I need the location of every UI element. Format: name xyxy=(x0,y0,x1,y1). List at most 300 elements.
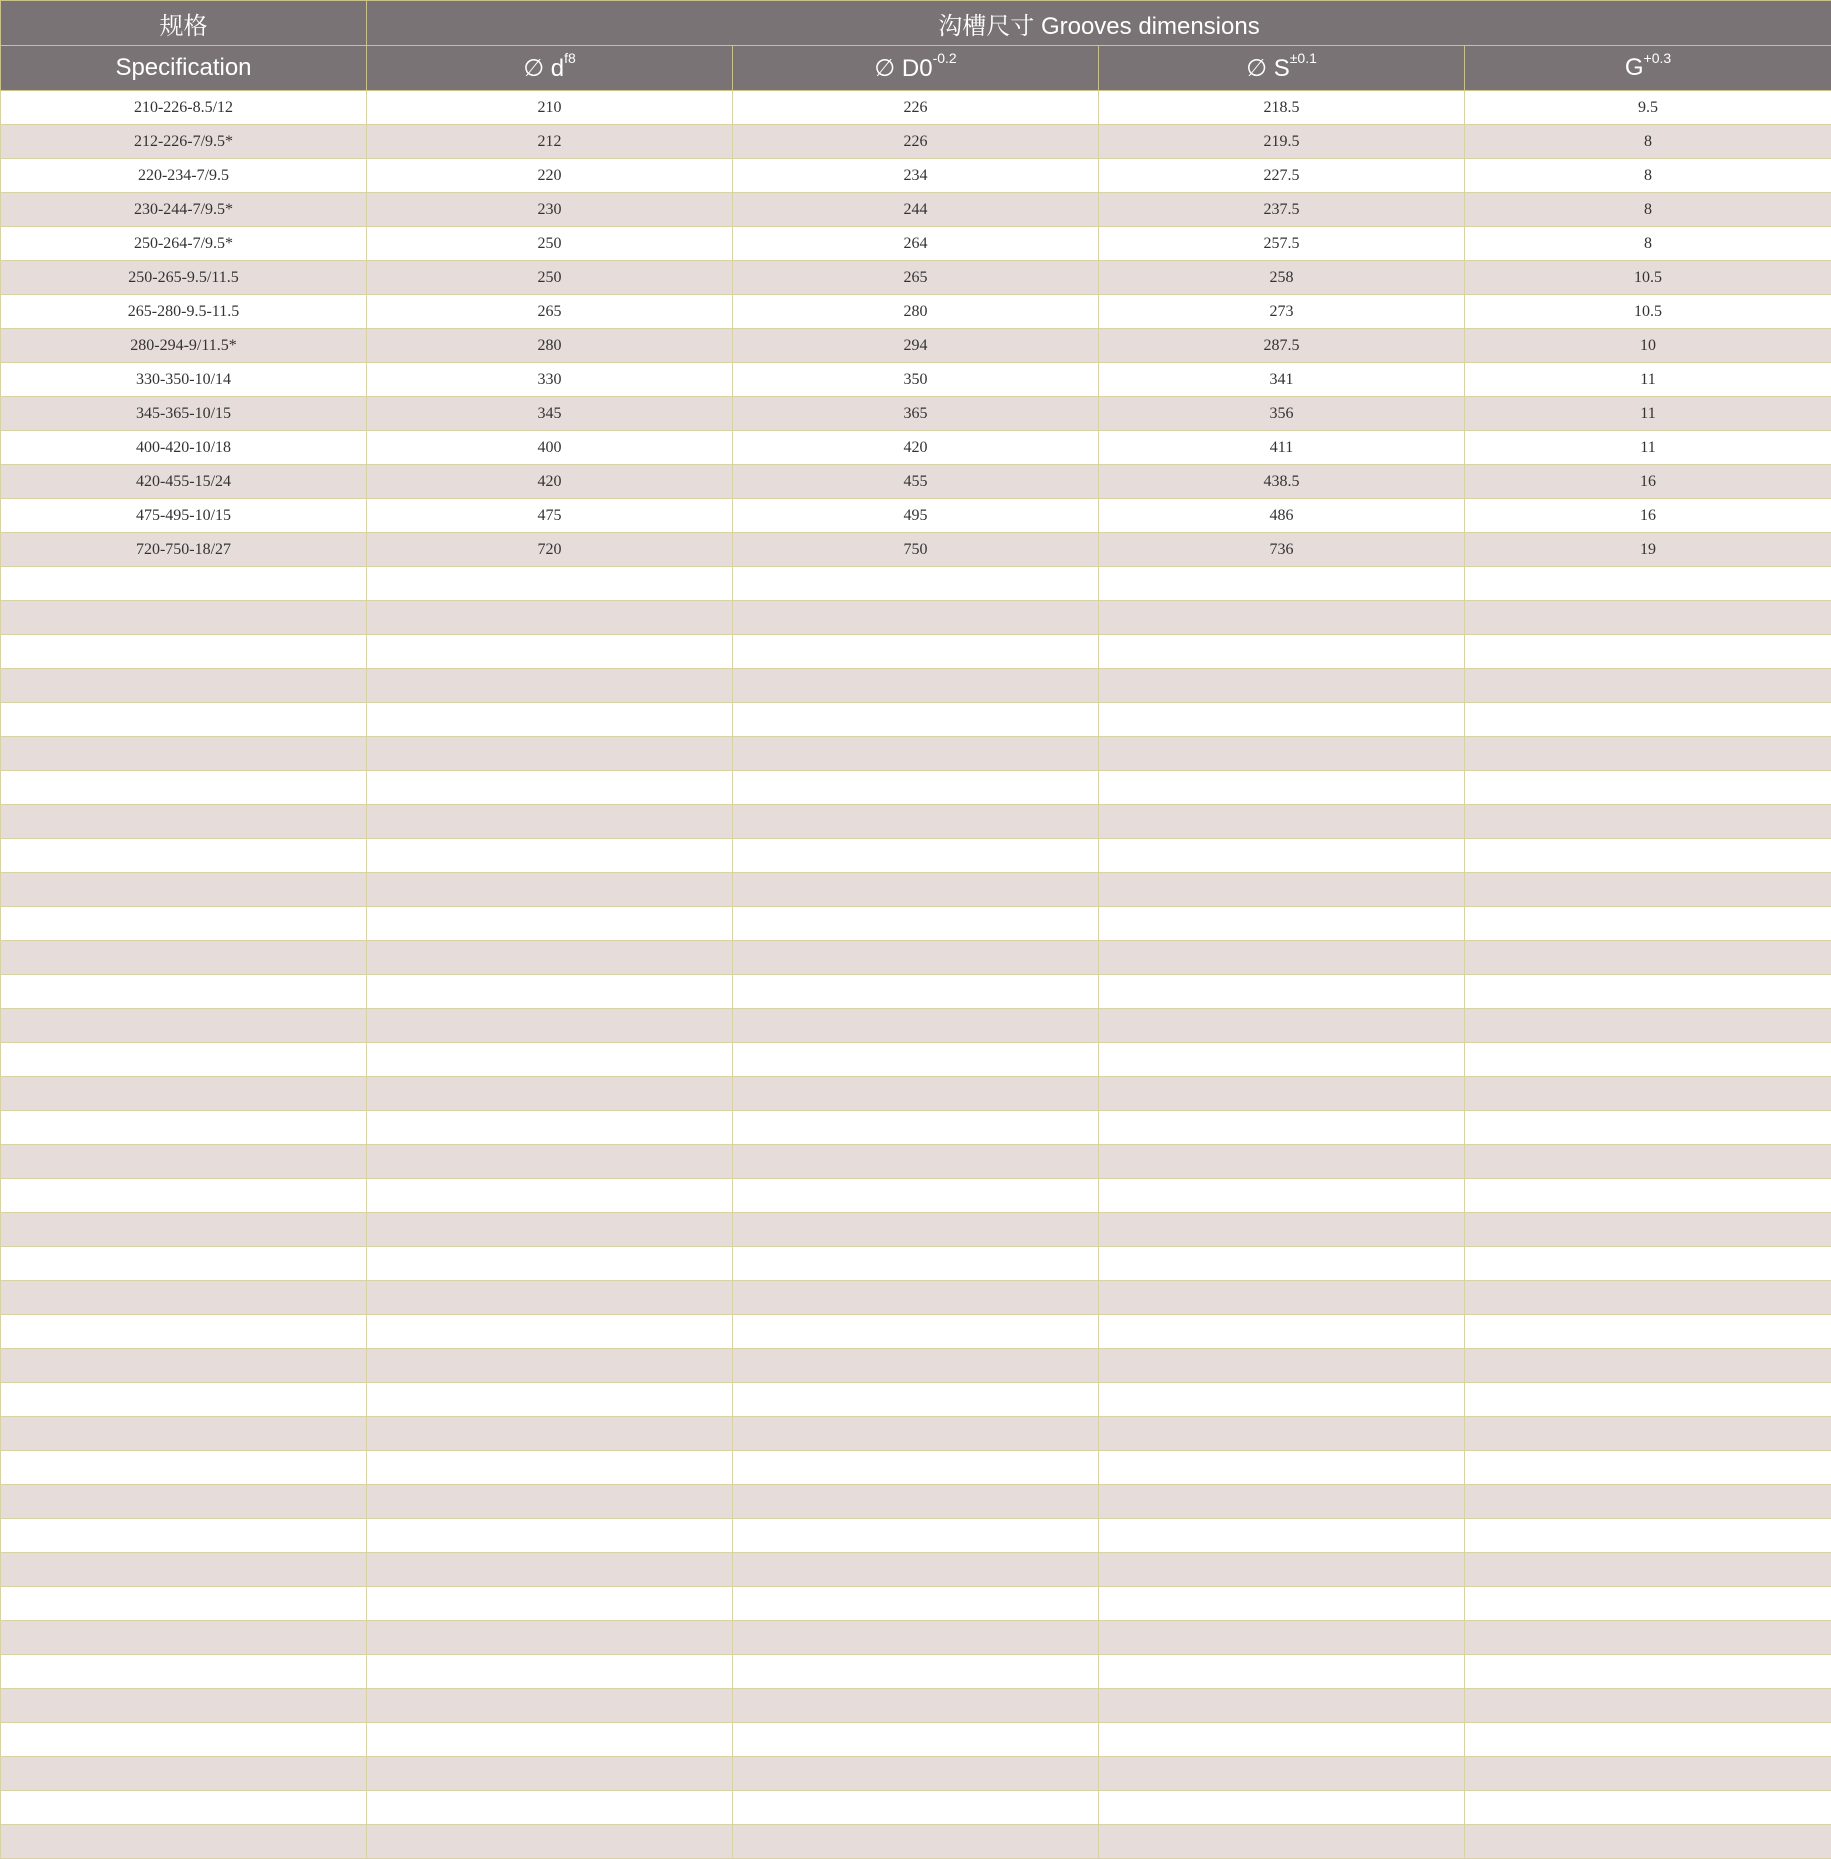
table-row xyxy=(1,431,1831,465)
cell-g: 11 xyxy=(1465,363,1831,397)
cell-specification xyxy=(1,873,367,907)
cell-g xyxy=(1465,1043,1831,1077)
cell-g: 8 xyxy=(1465,193,1831,227)
cell-d xyxy=(367,601,733,635)
cell-d0 xyxy=(733,941,1099,975)
cell-specification xyxy=(1,1485,367,1519)
cell-d0: 365 xyxy=(733,397,1099,431)
cell-specification: 220-234-7/9.5 xyxy=(1,159,367,193)
cell-d0: 455 xyxy=(733,465,1099,499)
table-body xyxy=(1,91,1831,1859)
cell-s xyxy=(1099,873,1465,907)
cell-d0 xyxy=(733,567,1099,601)
cell-g: 10 xyxy=(1465,329,1831,363)
cell-specification: 212-226-7/9.5* xyxy=(1,125,367,159)
cell-d xyxy=(367,1791,733,1825)
cell-d0 xyxy=(733,1791,1099,1825)
cell-g: 16 xyxy=(1465,465,1831,499)
cell-specification xyxy=(1,1757,367,1791)
cell-d0 xyxy=(733,1587,1099,1621)
cell-d xyxy=(367,1145,733,1179)
cell-s xyxy=(1099,669,1465,703)
table-row xyxy=(1,703,1831,737)
cell-d xyxy=(367,975,733,1009)
cell-g xyxy=(1465,873,1831,907)
table-row xyxy=(1,193,1831,227)
table-header xyxy=(1,1,1831,91)
cell-s: 219.5 xyxy=(1099,125,1465,159)
table-row xyxy=(1,1077,1831,1111)
table-row xyxy=(1,1145,1831,1179)
cell-specification xyxy=(1,703,367,737)
cell-d0: 350 xyxy=(733,363,1099,397)
cell-d xyxy=(367,567,733,601)
cell-s xyxy=(1099,1621,1465,1655)
table-row xyxy=(1,295,1831,329)
table-row xyxy=(1,261,1831,295)
cell-g: 9.5 xyxy=(1465,91,1831,125)
cell-d0 xyxy=(733,771,1099,805)
cell-s: 237.5 xyxy=(1099,193,1465,227)
cell-d xyxy=(367,805,733,839)
cell-d: 720 xyxy=(367,533,733,567)
cell-g xyxy=(1465,669,1831,703)
cell-s xyxy=(1099,907,1465,941)
cell-g xyxy=(1465,1723,1831,1757)
table-row xyxy=(1,1587,1831,1621)
cell-d xyxy=(367,635,733,669)
cell-d0 xyxy=(733,839,1099,873)
header-spec-cn: 规格 xyxy=(1,1,367,46)
cell-s xyxy=(1099,1383,1465,1417)
cell-specification xyxy=(1,1213,367,1247)
cell-d xyxy=(367,1315,733,1349)
table-row xyxy=(1,1553,1831,1587)
cell-g xyxy=(1465,703,1831,737)
cell-d0 xyxy=(733,1553,1099,1587)
cell-d xyxy=(367,1621,733,1655)
cell-specification xyxy=(1,805,367,839)
header-specification xyxy=(1,46,367,91)
cell-g xyxy=(1465,1689,1831,1723)
table-row xyxy=(1,1655,1831,1689)
cell-g xyxy=(1465,805,1831,839)
cell-specification xyxy=(1,1553,367,1587)
cell-specification: 420-455-15/24 xyxy=(1,465,367,499)
cell-specification xyxy=(1,1587,367,1621)
cell-s: 273 xyxy=(1099,295,1465,329)
cell-g xyxy=(1465,1247,1831,1281)
cell-s xyxy=(1099,1723,1465,1757)
table-row xyxy=(1,159,1831,193)
cell-s xyxy=(1099,805,1465,839)
table-row xyxy=(1,805,1831,839)
cell-g xyxy=(1465,975,1831,1009)
cell-d0 xyxy=(733,1825,1099,1859)
cell-s: 257.5 xyxy=(1099,227,1465,261)
cell-d0 xyxy=(733,1315,1099,1349)
cell-g xyxy=(1465,1077,1831,1111)
cell-d0 xyxy=(733,1145,1099,1179)
cell-s: 356 xyxy=(1099,397,1465,431)
cell-d xyxy=(367,1213,733,1247)
table-row xyxy=(1,1247,1831,1281)
header-row-columns xyxy=(1,46,1831,91)
cell-g: 10.5 xyxy=(1465,261,1831,295)
cell-d0 xyxy=(733,975,1099,1009)
table-row xyxy=(1,465,1831,499)
cell-g xyxy=(1465,907,1831,941)
cell-s xyxy=(1099,1553,1465,1587)
cell-d: 210 xyxy=(367,91,733,125)
header-g-tolerance: +0.3 xyxy=(1644,50,1672,66)
cell-d0: 265 xyxy=(733,261,1099,295)
cell-specification xyxy=(1,1247,367,1281)
cell-d0: 495 xyxy=(733,499,1099,533)
cell-d0 xyxy=(733,1247,1099,1281)
table-row xyxy=(1,1621,1831,1655)
cell-s xyxy=(1099,1587,1465,1621)
cell-d0 xyxy=(733,737,1099,771)
cell-d0 xyxy=(733,601,1099,635)
cell-d0: 420 xyxy=(733,431,1099,465)
header-d xyxy=(367,46,733,91)
table-row xyxy=(1,1825,1831,1859)
cell-d0 xyxy=(733,1451,1099,1485)
cell-d0 xyxy=(733,703,1099,737)
cell-specification: 210-226-8.5/12 xyxy=(1,91,367,125)
cell-d xyxy=(367,1587,733,1621)
table-row xyxy=(1,1757,1831,1791)
cell-s xyxy=(1099,1757,1465,1791)
cell-s xyxy=(1099,1655,1465,1689)
header-g xyxy=(1465,46,1831,91)
cell-d0: 264 xyxy=(733,227,1099,261)
cell-specification xyxy=(1,1043,367,1077)
cell-g xyxy=(1465,1553,1831,1587)
cell-g xyxy=(1465,567,1831,601)
cell-d: 420 xyxy=(367,465,733,499)
cell-d0: 226 xyxy=(733,91,1099,125)
cell-g xyxy=(1465,1383,1831,1417)
table-row xyxy=(1,499,1831,533)
header-d0 xyxy=(733,46,1099,91)
cell-s xyxy=(1099,1315,1465,1349)
cell-specification: 280-294-9/11.5* xyxy=(1,329,367,363)
cell-d: 250 xyxy=(367,227,733,261)
cell-specification xyxy=(1,635,367,669)
cell-d0 xyxy=(733,1111,1099,1145)
cell-specification xyxy=(1,1825,367,1859)
cell-d0 xyxy=(733,1281,1099,1315)
cell-g xyxy=(1465,1179,1831,1213)
table-row xyxy=(1,1519,1831,1553)
cell-specification xyxy=(1,1723,367,1757)
cell-d: 230 xyxy=(367,193,733,227)
table-row xyxy=(1,669,1831,703)
cell-s xyxy=(1099,1145,1465,1179)
cell-specification: 250-264-7/9.5* xyxy=(1,227,367,261)
cell-d0 xyxy=(733,1383,1099,1417)
cell-d0 xyxy=(733,907,1099,941)
cell-d xyxy=(367,907,733,941)
cell-specification xyxy=(1,737,367,771)
cell-specification xyxy=(1,1451,367,1485)
header-grooves-dimensions: 沟槽尺寸 Grooves dimensions xyxy=(367,1,1831,46)
cell-specification xyxy=(1,1077,367,1111)
header-d0-label: ∅ D0 xyxy=(874,55,932,82)
cell-d0 xyxy=(733,1009,1099,1043)
cell-s: 227.5 xyxy=(1099,159,1465,193)
cell-specification xyxy=(1,1655,367,1689)
cell-d: 400 xyxy=(367,431,733,465)
cell-s xyxy=(1099,1009,1465,1043)
cell-d xyxy=(367,1485,733,1519)
header-d0-tolerance: -0.2 xyxy=(933,50,957,66)
cell-g: 10.5 xyxy=(1465,295,1831,329)
cell-specification xyxy=(1,839,367,873)
cell-specification xyxy=(1,1281,367,1315)
cell-d xyxy=(367,1009,733,1043)
cell-d xyxy=(367,1723,733,1757)
cell-g xyxy=(1465,1111,1831,1145)
table-row xyxy=(1,975,1831,1009)
cell-d0 xyxy=(733,1179,1099,1213)
cell-s xyxy=(1099,1349,1465,1383)
cell-specification: 250-265-9.5/11.5 xyxy=(1,261,367,295)
cell-specification xyxy=(1,1315,367,1349)
cell-specification: 720-750-18/27 xyxy=(1,533,367,567)
cell-d0 xyxy=(733,1621,1099,1655)
cell-g: 11 xyxy=(1465,431,1831,465)
table-row xyxy=(1,635,1831,669)
cell-s xyxy=(1099,1451,1465,1485)
cell-d: 250 xyxy=(367,261,733,295)
cell-g xyxy=(1465,1519,1831,1553)
cell-d0 xyxy=(733,1417,1099,1451)
cell-s xyxy=(1099,771,1465,805)
cell-s: 258 xyxy=(1099,261,1465,295)
cell-d xyxy=(367,1077,733,1111)
table-row xyxy=(1,1009,1831,1043)
cell-d0 xyxy=(733,1689,1099,1723)
cell-g: 8 xyxy=(1465,125,1831,159)
table-row xyxy=(1,737,1831,771)
cell-s xyxy=(1099,941,1465,975)
cell-d0 xyxy=(733,1077,1099,1111)
cell-s xyxy=(1099,703,1465,737)
cell-s: 438.5 xyxy=(1099,465,1465,499)
cell-g: 8 xyxy=(1465,227,1831,261)
header-d-label: ∅ d xyxy=(523,55,564,82)
table-row xyxy=(1,601,1831,635)
cell-specification xyxy=(1,975,367,1009)
cell-s: 736 xyxy=(1099,533,1465,567)
cell-d xyxy=(367,1417,733,1451)
cell-g: 8 xyxy=(1465,159,1831,193)
cell-g xyxy=(1465,839,1831,873)
table-row xyxy=(1,771,1831,805)
table-row xyxy=(1,907,1831,941)
cell-specification: 475-495-10/15 xyxy=(1,499,367,533)
cell-g xyxy=(1465,1791,1831,1825)
table-row xyxy=(1,873,1831,907)
cell-d xyxy=(367,1383,733,1417)
cell-specification xyxy=(1,1519,367,1553)
cell-d0 xyxy=(733,1723,1099,1757)
table-row xyxy=(1,1451,1831,1485)
cell-g xyxy=(1465,1451,1831,1485)
cell-s xyxy=(1099,1825,1465,1859)
cell-s xyxy=(1099,1281,1465,1315)
cell-d xyxy=(367,1825,733,1859)
cell-d0: 226 xyxy=(733,125,1099,159)
cell-d xyxy=(367,1247,733,1281)
cell-specification xyxy=(1,1145,367,1179)
cell-specification xyxy=(1,907,367,941)
cell-d xyxy=(367,1519,733,1553)
cell-g xyxy=(1465,1621,1831,1655)
cell-d: 280 xyxy=(367,329,733,363)
cell-d0 xyxy=(733,1043,1099,1077)
cell-d xyxy=(367,1655,733,1689)
cell-specification: 400-420-10/18 xyxy=(1,431,367,465)
cell-g xyxy=(1465,1485,1831,1519)
cell-d0 xyxy=(733,1349,1099,1383)
cell-s xyxy=(1099,737,1465,771)
table-row xyxy=(1,227,1831,261)
cell-s xyxy=(1099,839,1465,873)
cell-specification xyxy=(1,601,367,635)
cell-d xyxy=(367,873,733,907)
header-specification-label: Specification xyxy=(115,54,251,81)
header-row-group xyxy=(1,1,1831,46)
cell-d: 212 xyxy=(367,125,733,159)
cell-g xyxy=(1465,737,1831,771)
cell-d: 220 xyxy=(367,159,733,193)
header-d-tolerance: f8 xyxy=(564,50,576,66)
cell-d: 345 xyxy=(367,397,733,431)
cell-d0: 294 xyxy=(733,329,1099,363)
cell-specification xyxy=(1,1689,367,1723)
cell-d xyxy=(367,1689,733,1723)
cell-d0: 234 xyxy=(733,159,1099,193)
table-row xyxy=(1,125,1831,159)
cell-s xyxy=(1099,1077,1465,1111)
cell-specification xyxy=(1,1009,367,1043)
cell-d xyxy=(367,941,733,975)
cell-d0 xyxy=(733,1519,1099,1553)
cell-d xyxy=(367,737,733,771)
table-row xyxy=(1,91,1831,125)
table-row xyxy=(1,1179,1831,1213)
cell-s xyxy=(1099,1247,1465,1281)
header-s xyxy=(1099,46,1465,91)
table-row xyxy=(1,1349,1831,1383)
cell-d xyxy=(367,839,733,873)
cell-d xyxy=(367,771,733,805)
cell-d xyxy=(367,1349,733,1383)
cell-g xyxy=(1465,1349,1831,1383)
cell-d0 xyxy=(733,805,1099,839)
cell-d xyxy=(367,1757,733,1791)
cell-g xyxy=(1465,1587,1831,1621)
cell-specification xyxy=(1,669,367,703)
table-row xyxy=(1,1111,1831,1145)
header-s-tolerance: ±0.1 xyxy=(1290,50,1317,66)
cell-g xyxy=(1465,1009,1831,1043)
cell-s xyxy=(1099,1485,1465,1519)
table-row xyxy=(1,1689,1831,1723)
cell-specification xyxy=(1,567,367,601)
table-row xyxy=(1,1791,1831,1825)
table-row xyxy=(1,1315,1831,1349)
cell-s xyxy=(1099,1519,1465,1553)
cell-specification: 330-350-10/14 xyxy=(1,363,367,397)
table-row xyxy=(1,839,1831,873)
cell-g xyxy=(1465,771,1831,805)
cell-s: 341 xyxy=(1099,363,1465,397)
table-row xyxy=(1,1043,1831,1077)
cell-d0: 750 xyxy=(733,533,1099,567)
cell-s xyxy=(1099,1179,1465,1213)
cell-s xyxy=(1099,1791,1465,1825)
cell-g: 16 xyxy=(1465,499,1831,533)
cell-g xyxy=(1465,1145,1831,1179)
cell-g xyxy=(1465,635,1831,669)
header-s-label: ∅ S xyxy=(1246,55,1290,82)
cell-d: 475 xyxy=(367,499,733,533)
cell-specification: 230-244-7/9.5* xyxy=(1,193,367,227)
cell-g: 11 xyxy=(1465,397,1831,431)
table-row xyxy=(1,533,1831,567)
cell-d0 xyxy=(733,1213,1099,1247)
cell-s xyxy=(1099,1043,1465,1077)
cell-specification xyxy=(1,1111,367,1145)
cell-s: 287.5 xyxy=(1099,329,1465,363)
cell-specification xyxy=(1,771,367,805)
table-row xyxy=(1,1485,1831,1519)
header-g-label: G xyxy=(1625,54,1644,81)
cell-d0 xyxy=(733,635,1099,669)
cell-d xyxy=(367,1281,733,1315)
cell-g xyxy=(1465,941,1831,975)
cell-s xyxy=(1099,1689,1465,1723)
cell-s xyxy=(1099,1111,1465,1145)
cell-s xyxy=(1099,1417,1465,1451)
cell-specification xyxy=(1,1417,367,1451)
cell-specification xyxy=(1,1621,367,1655)
cell-d xyxy=(367,703,733,737)
cell-g: 19 xyxy=(1465,533,1831,567)
table-row xyxy=(1,567,1831,601)
cell-g xyxy=(1465,1281,1831,1315)
cell-specification xyxy=(1,1791,367,1825)
cell-g xyxy=(1465,1315,1831,1349)
cell-d0: 280 xyxy=(733,295,1099,329)
cell-d xyxy=(367,1553,733,1587)
cell-d: 330 xyxy=(367,363,733,397)
cell-d: 265 xyxy=(367,295,733,329)
table-row xyxy=(1,397,1831,431)
cell-g xyxy=(1465,1757,1831,1791)
cell-s xyxy=(1099,975,1465,1009)
cell-g xyxy=(1465,1825,1831,1859)
cell-specification xyxy=(1,1383,367,1417)
cell-d0 xyxy=(733,873,1099,907)
cell-g xyxy=(1465,1213,1831,1247)
cell-s: 411 xyxy=(1099,431,1465,465)
